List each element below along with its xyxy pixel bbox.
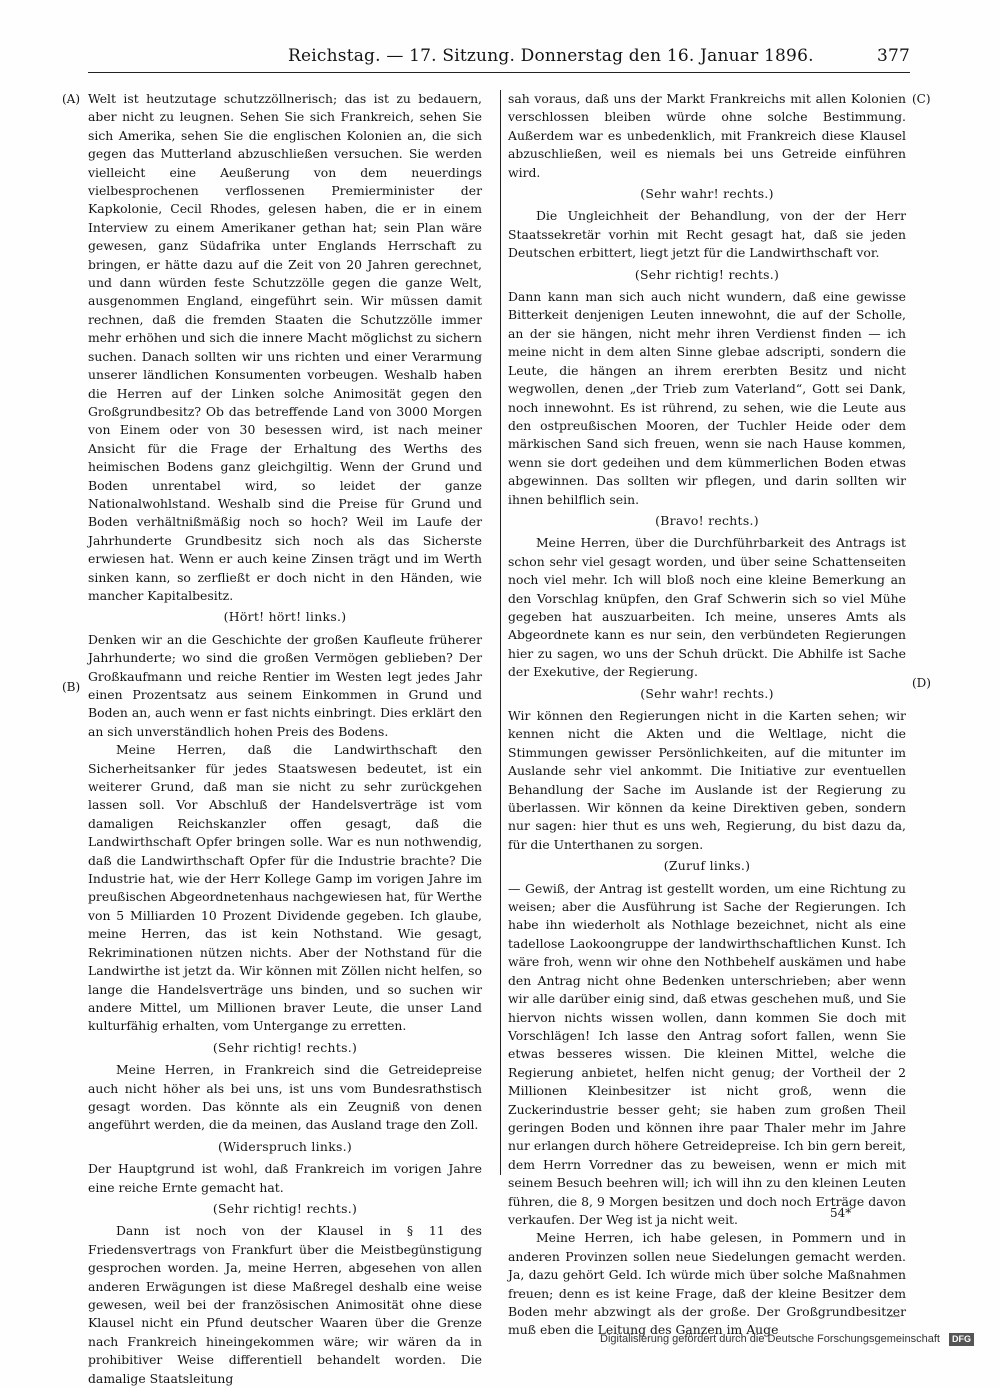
header-rule bbox=[88, 72, 910, 73]
right-paragraph: Meine Herren, ich habe gelesen, in Pommern und in anderen Provinzen sollen neue Siedelungen gemacht werden. Ja, dazu gehört Geld. Ich würde mich über solche Maßnahmen freuen; denn es ist keine Frage, daß der kleine Besitzer dem Boden mehr abzwingt als der große. Der Großgrundbesitzer muß eben die Leitung des Ganzen im Auge bbox=[508, 1230, 906, 1338]
right-paragraph: Die Ungleichheit der Behandlung, von der der Herr Staatssekretär vorhin mit Recht gesagt hat, daß sie jeden Deutschen erbittert, liegt jetzt für die Landwirthschaft vor. bbox=[508, 208, 906, 261]
margin-mark-d: (D) bbox=[912, 676, 931, 690]
right-paragraph: Wir können den Regierungen nicht in die Karten sehen; wir kennen nicht die Akten und die Weltlage, nicht die Stimmungen gewisser Persönlichkeiten, auf die mitunter im Auslande sehr viel ankommt. Die Initiative zur eventuellen Behandlung der Sache im Auslande ist der Regierung zu überlassen. Wir können da keine Direktiven geben, sondern nur sagen: hier thut es uns weh, Regierung, du bist dazu da, für die Unterthanen zu sorgen. bbox=[508, 708, 906, 852]
left-interjection: (Sehr richtig! rechts.) bbox=[212, 1200, 358, 1216]
left-paragraph: Meine Herren, daß die Landwirthschaft den Sicherheitsanker für jedes Staatswesen bedeutet, ist ein weiterer Grund, daß man sie nicht zu sehr zurückgehen lassen soll. Vor Abschluß der Handelsverträge ist vom damaligen Reichskanzler offen gesagt, daß die Landwirthschaft Opfer bringen solle. War es nun nothwendig, daß die Landwirthschaft Opfer für die Industrie brachte? Die Industrie hat, wie der Herr Kollege Gamp im vorigen Jahre im preußischen Abgeordnetenhaus nachgewiesen hat, für Werthe von 5 Milliarden 10 Prozent Dividende gegeben. Ich glaube, meine Herren, das ist kein Nothstand. Wie gesagt, Rekriminationen nützen nichts. Aber der Nothstand für die Landwirthe ist jetzt da. Wir können mit Zöllen nicht helfen, so lange die Handelsverträge uns binden, und so suchen wir andere Mittel, um Millionen braver Leute, die unser Land kulturfähig erhalten, vom Untergange zu erretten. bbox=[88, 742, 482, 1034]
right-interjection: (Zuruf links.) bbox=[663, 858, 751, 874]
page-number: 377 bbox=[876, 46, 910, 66]
left-paragraph: Dann ist noch von der Klausel in § 11 des Friedensvertrags von Frankfurt über die Meistbegünstigung gesprochen worden. Ja, meine Herren, abgesehen von allen anderen Erwägungen ist diese Maßregel deshalb eine weise gewesen, weil bei der französischen Animosität ohne diese Klausel nicht ein Pfund deutscher Waaren über die Grenze nach Frankreich hineingekommen wäre; wir wären da in prohibitiver Weise differentiell behandelt worden. Die damalige Staatsleitung bbox=[88, 1223, 482, 1386]
right-paragraph: sah voraus, daß uns der Markt Frankreichs mit allen Kolonien verschlossen bleiben würde ohne solche Bestimmung. Außerdem war es unbedenklich, mit Frankreich diese Klausel abzuschließen, weil es niemals bei uns Getreide einführen wird. bbox=[508, 91, 906, 180]
left-interjection: (Sehr richtig! rechts.) bbox=[212, 1039, 358, 1055]
margin-mark-b: (B) bbox=[62, 680, 81, 694]
left-paragraph: Welt ist heutzutage schutzzöllnerisch; das ist zu bedauern, aber nicht zu leugnen. Sehen Sie sich Frankreich, sehen Sie sich Amerika, sehen Sie die englischen Kolonien an, die sich gegen das Mutterland abzuschließen versuchen. Sie werden vielleicht eine Aeußerung von dem neuerdings vielbesprochenen verflossenen Premierminister der Kapkolonie, Cecil Rhodes, gelesen haben, die er in einem Interview zu einem Amerikaner gethan hat; sein Plan wäre gewesen, ganz Südafrika unter Englands Herrschaft zu bringen, er hätte dazu auf die Zeit von 20 Jahren gerechnet, und dann würden feste Schutzzölle gegen die ganze Welt, ausgenommen England, eingeführt sein. Wir müssen damit rechnen, daß die fremden Staaten die Schutzzölle immer mehr erhöhen und sich die innere Macht möglichst zu sichern suchen. Danach sollten wir uns richten und einer Verarmung unserer ländlichen Konsumenten vorbeugen. Weshalb haben die Herren auf der Linken solche Animosität gegen den Großgrundbesitz? Ob das betreffende Land von 3000 Morgen von Einem oder von 30 besessen wird, ist nach meiner Ansicht für die Frage der Erhaltung des Werths des heimischen Bodens ganz gleichgiltig. Wenn der Grund und Boden unrentabel wird, so leidet der ganze Nationalwohlstand. Weshalb sind die Preise für Grund und Boden verhältnißmäßig noch so hoch? Weil im Laufe der Jahrhunderte Grundbesitz sich noch als das Sicherste erwiesen hat. Wenn er auch keine Zinsen trägt und im Werth sinken kann, so zerfließt er doch nicht in den Händen, wie mancher Kapitalbesitz. bbox=[88, 91, 482, 603]
right-interjection: (Sehr wahr! rechts.) bbox=[640, 186, 774, 202]
footer-text: Digitalisierung gefördert durch die Deutsche Forschungsgemeinschaft bbox=[600, 1333, 940, 1345]
left-interjection: (Widerspruch links.) bbox=[217, 1138, 353, 1154]
right-interjection: (Sehr wahr! rechts.) bbox=[640, 685, 774, 701]
footer-credit bbox=[600, 1333, 994, 1346]
right-column bbox=[508, 90, 906, 1340]
right-paragraph: — Gewiß, der Antrag ist gestellt worden, um eine Richtung zu weisen; aber die Ausführung ist Sache der Regierungen. Ich habe ihn wiederholt als Nothlage bezeichnet, nicht als eine tadellose Laokoongruppe der landwirthschaftlichen Kunst. Ich wäre froh, wenn wir ohne den Nothbehelf auskämen und habe den Antrag nicht ohne Bedenken unterschrieben; aber wenn wir alle darüber einig sind, daß etwas geschehen muß, und Sie hiervon nichts wissen wollen, dann kommen Sie doch mit Vorschlägen! Ich lasse den Antrag sofort fallen, wenn Sie etwas besseres wissen. Die kleinen Mittel, welche die Regierung anbietet, helfen nicht genug; der Vortheil der 2 Millionen Kleinbesitzer ist nicht groß, wenn die Zuckerindustrie besser geht; sie haben zum großen Theil geringen Boden und können ihre paar Thaler mehr im Jahre nur erlangen durch höhere Getreidepreise. Ich bin gern bereit, dem Herrn Vorredner das zu beweisen, wenn er mich mit seinem Besuch beehren will; ich will ihn zu den kleinen Leuten führen, die 8, 9 Morgen besitzen und doch noch Erträge davon verkaufen. Der Weg ist ja nicht weit. bbox=[508, 880, 906, 1227]
left-paragraph: Denken wir an die Geschichte der großen Kaufleute früherer Jahrhunderte; wo sind die großen Vermögen geblieben? Der Großkaufmann und reiche Rentier im Westen legt jedes Jahr einen Prozentsatz aus seinem Einkommen in Grund und Boden an, auch wenn er fast nichts einbringt. Dies erklärt den an sich unverständlich hohen Preis des Bodens. bbox=[88, 631, 482, 739]
page-header bbox=[88, 46, 910, 72]
running-title: Reichstag. — 17. Sitzung. Donnerstag den 16. Januar 1896. bbox=[288, 46, 814, 66]
left-paragraph: Meine Herren, in Frankreich sind die Getreidepreise auch nicht höher als bei uns, ist uns vom Bundesrathstisch gesagt worden. Das könnte als ein Zeugniß von denen angeführt werden, die da meinen, das Ausland trage den Zoll. bbox=[88, 1062, 482, 1133]
left-column bbox=[88, 90, 482, 1388]
right-paragraph: Dann kann man sich auch nicht wundern, daß eine gewisse Bitterkeit denjenigen Leuten innewohnt, die auf der Scholle, an der sie hängen, nicht mehr ihren Verdienst finden — ich meine nicht in dem alten Sinne glebae adscripti, sondern die Leute, die hängen an ihrem ererbten Besitz und nicht wegwollen, denen „der Trieb zum Vaterland“, Gott sei Dank, noch innewohnt. Es ist rührend, zu sehen, wie die Leute aus den ostpreußischen Mooren, der Tuchler Heide oder dem märkischen Sand sich freuen, wenn sie nach Hause kommen, wenn sie dort gedeihen und dem kümmerlichen Boden etwas abgewinnen. Das sollten wir pflegen, und darin sollten wir ihnen behilflich sein. bbox=[508, 289, 906, 507]
left-paragraph: Der Hauptgrund ist wohl, daß Frankreich im vorigen Jahre eine reiche Ernte gemacht hat. bbox=[88, 1161, 482, 1195]
bottom-rule bbox=[888, 1316, 900, 1317]
margin-mark-a: (A) bbox=[62, 92, 81, 106]
left-interjection: (Hört! hört! links.) bbox=[223, 609, 347, 625]
right-interjection: (Sehr richtig! rechts.) bbox=[634, 266, 780, 282]
signature-mark: 54* bbox=[830, 1206, 852, 1220]
dfg-logo: DFG bbox=[949, 1333, 974, 1346]
right-interjection: (Bravo! rechts.) bbox=[655, 512, 759, 528]
right-paragraph: Meine Herren, über die Durchführbarkeit des Antrags ist schon sehr viel gesagt worden, und über seine Schattenseiten noch viel mehr. Ich will bloß noch eine kleine Bemerkung an den Vorschlag knüpfen, den Graf Schwerin sich so viel Mühe gegeben hat auszuarbeiten. Ich meine, unseres Amts als Abgeordnete kann es nur sein, den verbündeten Regierungen hier zu sagen, wo uns der Schuh drückt. Die Abhilfe ist Sache der Exekutive, der Regierung. bbox=[508, 535, 906, 680]
margin-mark-c: (C) bbox=[912, 92, 931, 106]
column-divider bbox=[500, 90, 501, 1175]
